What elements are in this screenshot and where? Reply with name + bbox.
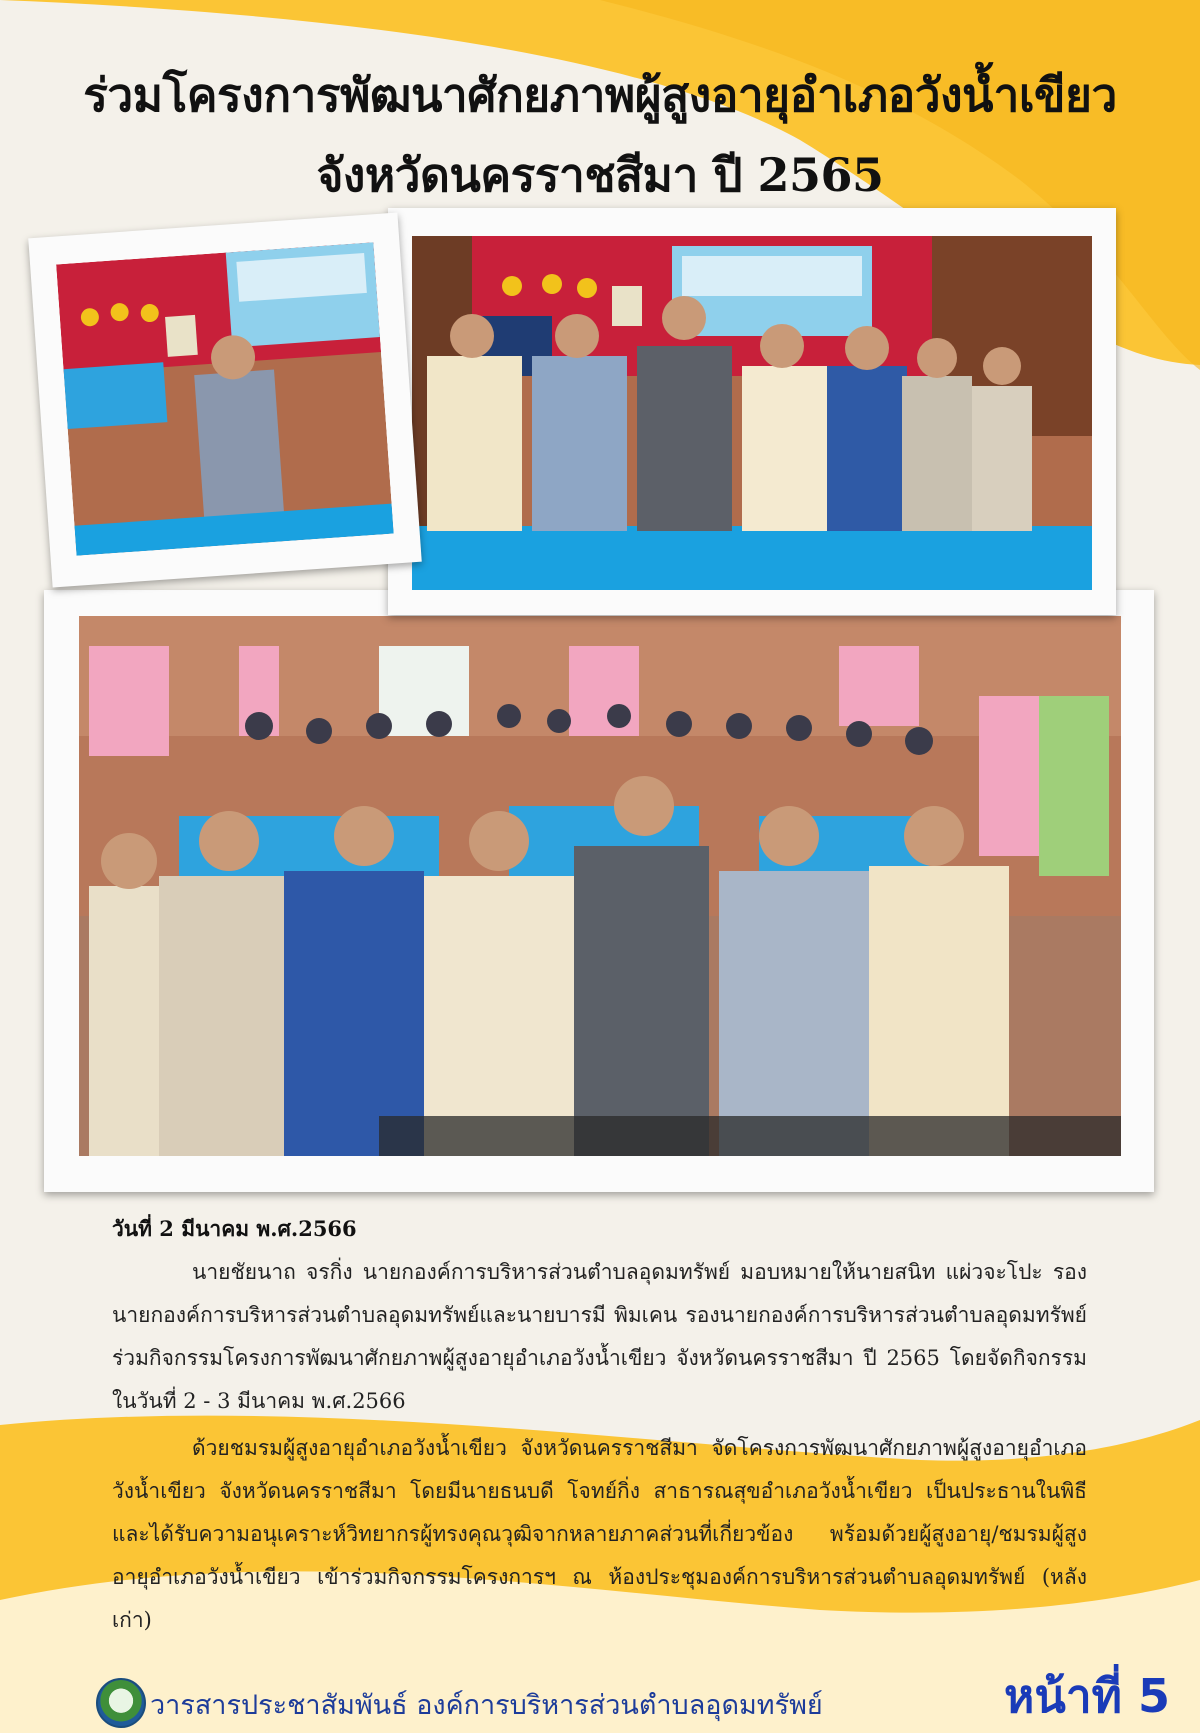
paragraph-1 [112, 1251, 1087, 1423]
photo-frame-group [44, 590, 1154, 1192]
event-date: วันที่ 2 มีนาคม พ.ศ.2566 [112, 1216, 357, 1241]
paragraph-2 [112, 1427, 1087, 1642]
officials-photo [412, 236, 1092, 590]
photo-frame-officials [388, 208, 1116, 615]
photo-frame-speaker [28, 213, 422, 588]
group-photo [79, 616, 1121, 1156]
organization-logo-icon [96, 1678, 146, 1728]
paragraph-2-text: ด้วยชมรมผู้สูงอายุอำเภอวังน้ำเขียว จังหวัดนครราชสีมา จัดโครงการพัฒนาศักยภาพผู้สูงอายุอำเภอวังน้ำเขียว จังหวัดนครราชสีมา โดยมีนายธนบดี โจทย์กิ่ง สาธารณสุขอำเภอวังน้ำเขียว เป็นประธานในพิธี และได้รับความอนุเคราะห์วิทยากรผู้ทรงคุณวุฒิจากหลายภาคส่วนที่เกี่ยวข้อง พร้อมด้วยผู้สูงอายุ/ชมรมผู้สูงอายุอำเภอวังน้ำเขียว เข้าร่วมกิจกรรมโครงการฯ ณ ห้องประชุมองค์การบริหารส่วนตำบลอุดมทรัพย์ (หลังเก่า) [112, 1436, 1087, 1632]
paragraph-1-text: นายชัยนาถ จรกิ่ง นายกองค์การบริหารส่วนตำบลอุดมทรัพย์ มอบหมายให้นายสนิท แผ่วจะโปะ รองนายกองค์การบริหารส่วนตำบลอุดมทรัพย์และนายบารมี พิมเคน รองนายกองค์การบริหารส่วนตำบลอุดมทรัพย์ ร่วมกิจกรรมโครงการพัฒนาศักยภาพผู้สูงอายุอำเภอวังน้ำเขียว จังหวัดนครราชสีมา ปี 2565 โดยจัดกิจกรรม ในวันที่ 2 - 3 มีนาคม พ.ศ.2566 [112, 1260, 1087, 1413]
footer-publication-name: วารสารประชาสัมพันธ์ องค์การบริหารส่วนตำบลอุดมทรัพย์ [150, 1690, 823, 1721]
page-title-line-1: ร่วมโครงการพัฒนาศักยภาพผู้สูงอายุอำเภอวังน้ำเขียว [83, 68, 1117, 122]
page-number: หน้าที่ 5 [1004, 1669, 1170, 1723]
page-title-line-2: จังหวัดนครราชสีมา ปี 2565 [316, 148, 884, 202]
speaker-photo [56, 242, 394, 555]
